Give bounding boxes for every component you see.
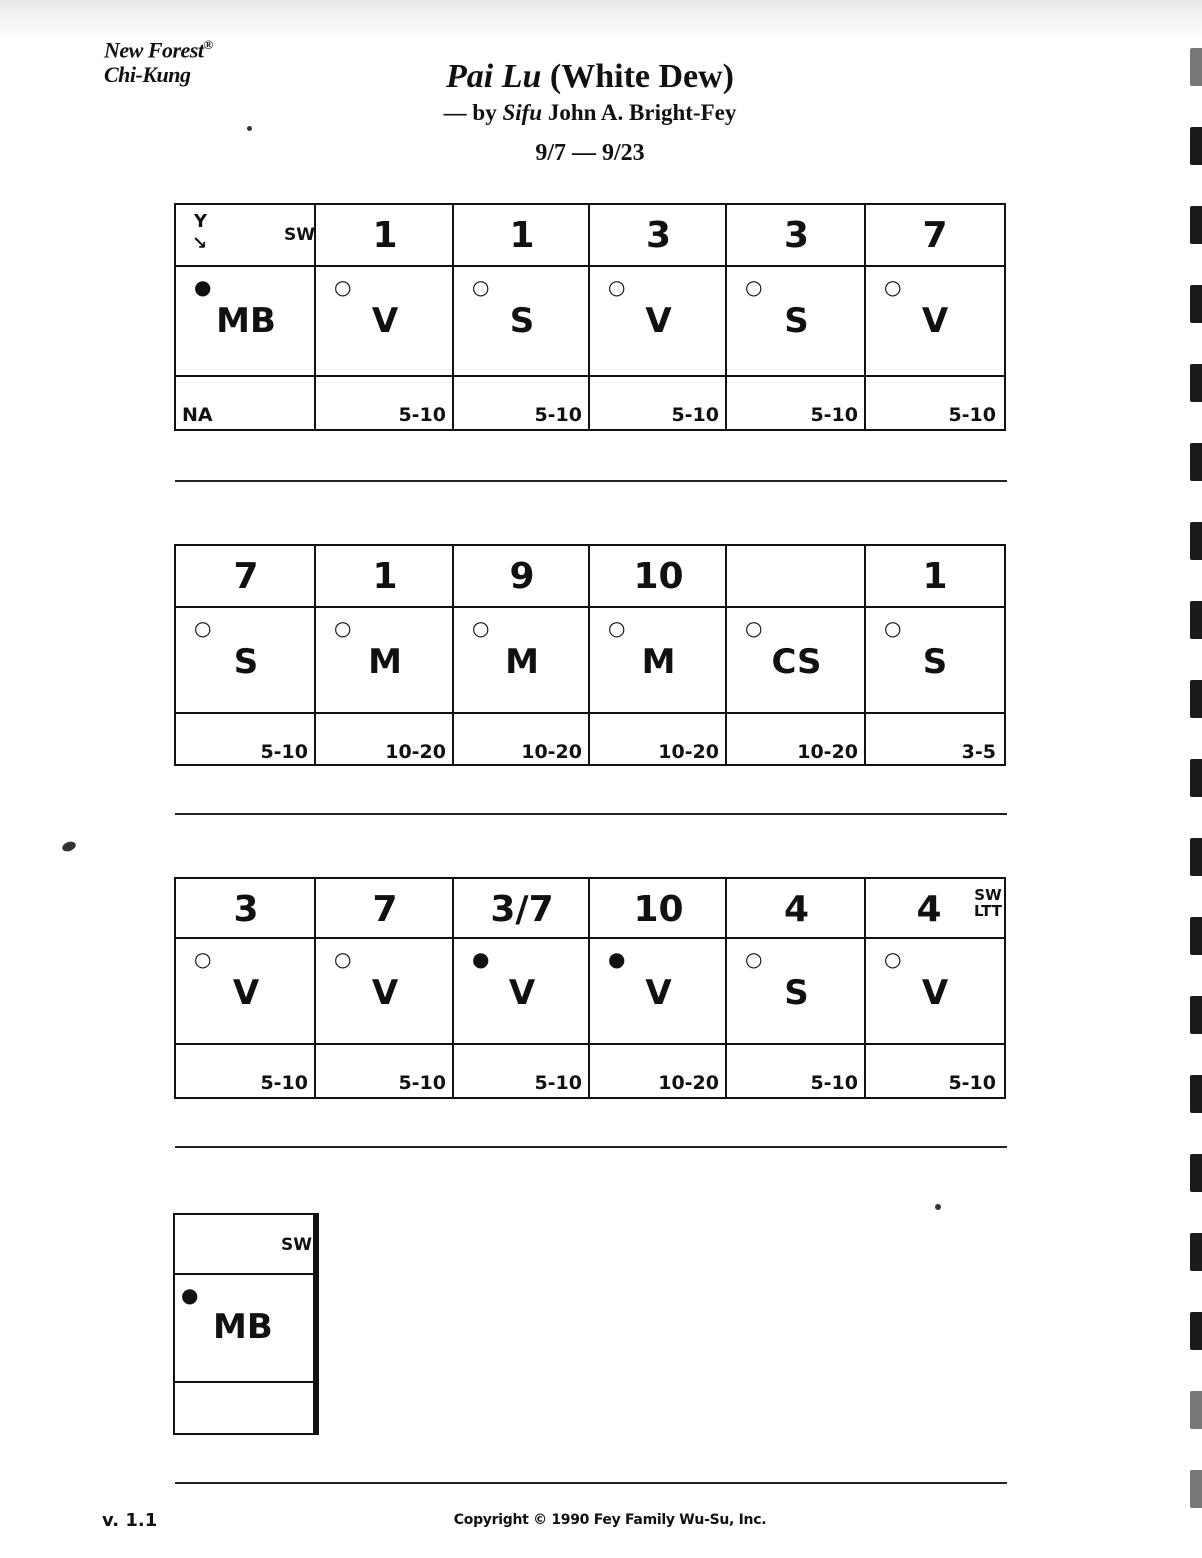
notes-line-1 (175, 480, 1007, 482)
move-cell (727, 939, 866, 1045)
binder-ring-icon (1190, 1470, 1202, 1508)
move-cell (590, 608, 727, 714)
step-count: 3 (783, 215, 810, 256)
move-cell (176, 939, 316, 1045)
move-code: MB (216, 301, 276, 341)
move-cell (866, 267, 1004, 377)
move-cell (454, 267, 590, 377)
move-code: S (784, 973, 809, 1013)
brand-line2: Chi-Kung (104, 62, 191, 88)
filled-dot-icon: ● (194, 275, 212, 299)
open-circle-icon: ○ (608, 616, 626, 640)
move-code: V (232, 973, 260, 1013)
binder-rings (1184, 40, 1202, 1540)
binder-ring-icon (1190, 1233, 1202, 1271)
step-count: 1 (372, 215, 398, 256)
binder-ring-icon (1190, 1154, 1202, 1192)
duration-cell: 5-10 (260, 1072, 308, 1094)
open-circle-icon: ○ (884, 616, 902, 640)
duration-cell: 10-20 (658, 741, 719, 763)
registered-mark: ® (203, 37, 213, 52)
duration-cell: 10-20 (385, 741, 446, 763)
duration-cell: 10-20 (658, 1072, 719, 1094)
step-count: 3/7 (490, 889, 554, 930)
move-code: V (645, 973, 672, 1013)
move-cell (866, 939, 1004, 1045)
move-cell (316, 939, 454, 1045)
sw-label: SW (284, 225, 315, 245)
move-code: CS (771, 642, 822, 682)
step-count: 1 (372, 556, 398, 597)
binder-ring-icon (1190, 48, 1202, 86)
binder-ring-icon (1190, 1075, 1202, 1113)
step-count: 1 (509, 215, 535, 256)
move-code: M (368, 642, 402, 682)
move-cell (176, 267, 316, 377)
duration-cell: 10-20 (797, 741, 858, 763)
binder-ring-icon (1190, 206, 1202, 244)
move-code: V (921, 973, 949, 1013)
open-circle-icon: ○ (334, 947, 352, 971)
duration-cell: 5-10 (671, 404, 719, 426)
move-cell (176, 608, 316, 714)
open-circle-icon: ○ (745, 616, 763, 640)
duration-cell: 5-10 (398, 404, 446, 426)
move-code: S (233, 642, 259, 682)
duration-cell: 5-10 (810, 1072, 858, 1094)
ltt-label: LTT (974, 902, 1002, 920)
sequence-grid-3 (174, 877, 1006, 1099)
step-count (727, 546, 866, 608)
binder-ring-icon (1190, 127, 1202, 165)
open-circle-icon: ○ (194, 947, 212, 971)
step-count: 4 (783, 889, 810, 930)
sw-label: SW (974, 886, 1002, 904)
step-count: 7 (372, 889, 398, 930)
binder-ring-icon (1190, 838, 1202, 876)
move-code: M (505, 642, 539, 682)
open-circle-icon: ○ (194, 616, 212, 640)
sequence-grid-1 (174, 203, 1006, 431)
move-code: V (371, 973, 399, 1013)
duration-cell: 5-10 (948, 1072, 996, 1094)
move-code: V (508, 973, 536, 1013)
step-count: 9 (509, 556, 535, 597)
move-code: V (921, 301, 949, 341)
move-code: V (371, 301, 399, 341)
direction-y-label: Y (194, 211, 208, 232)
binder-ring-icon (1190, 364, 1202, 402)
move-cell (454, 939, 590, 1045)
duration-cell: 3-5 (961, 741, 996, 763)
brand-line1: New Forest (104, 37, 204, 63)
move-cell (454, 608, 590, 714)
move-cell (590, 267, 727, 377)
open-circle-icon: ○ (745, 947, 763, 971)
binder-ring-icon (1190, 443, 1202, 481)
sw-ltt-label (974, 887, 1002, 919)
final-mark: ● (181, 1283, 199, 1307)
byline-name: John A. Bright-Fey (542, 100, 737, 125)
move-cell (316, 267, 454, 377)
duration-cell: 5-10 (948, 404, 996, 426)
move-code: M (641, 642, 676, 682)
binder-ring-icon (1190, 522, 1202, 560)
notes-line-3 (175, 1146, 1007, 1148)
binder-ring-icon (1190, 996, 1202, 1034)
scan-speck (247, 126, 252, 131)
date-range: 9/7 — 9/23 (535, 140, 645, 166)
filled-dot-icon: ● (472, 947, 490, 971)
byline-title: Sifu (502, 100, 543, 125)
step-count: 7 (233, 556, 259, 597)
duration-cell: 5-10 (534, 404, 582, 426)
move-cell (727, 267, 866, 377)
scan-speck (935, 1204, 941, 1210)
step-count: 7 (922, 215, 948, 256)
binder-ring-icon (1190, 680, 1202, 718)
binder-ring-icon (1190, 285, 1202, 323)
copyright-notice: Copyright © 1990 Fey Family Wu-Su, Inc. (453, 1512, 767, 1528)
open-circle-icon: ○ (334, 275, 352, 299)
step-count: 10 (633, 556, 684, 597)
step-count: 4 (916, 889, 942, 930)
duration-cell: 10-20 (521, 741, 582, 763)
binder-ring-icon (1190, 1391, 1202, 1429)
binder-ring-icon (1190, 601, 1202, 639)
author-byline (390, 100, 790, 126)
open-circle-icon: ○ (884, 947, 902, 971)
sequence-grid-2 (174, 544, 1006, 766)
brand-logo (104, 32, 213, 87)
byline-prefix: — by (443, 100, 503, 125)
version-label: v. 1.1 (102, 1510, 158, 1531)
page-title (390, 58, 790, 96)
step-count: 1 (922, 556, 948, 597)
duration-cell: 5-10 (398, 1072, 446, 1094)
title-rest: (White Dew) (541, 58, 735, 95)
move-cell (316, 608, 454, 714)
move-code: S (509, 301, 535, 341)
move-cell (866, 608, 1004, 714)
open-circle-icon: ○ (472, 616, 490, 640)
duration-cell: NA (182, 404, 213, 426)
move-code: S (784, 301, 809, 341)
final-box-divider (175, 1273, 313, 1275)
move-cell (590, 939, 727, 1045)
open-circle-icon: ○ (745, 275, 763, 299)
binder-ring-icon (1190, 917, 1202, 955)
notes-line-4 (175, 1482, 1007, 1484)
step-count: 3 (645, 215, 672, 256)
title-italic: Pai Lu (445, 58, 542, 95)
duration-cell: 5-10 (810, 404, 858, 426)
arrow-down-right-icon: ↘ (192, 233, 208, 254)
final-sw-label: SW (281, 1235, 312, 1255)
move-cell (727, 608, 866, 714)
binder-ring-icon (1190, 759, 1202, 797)
step-count: 3 (233, 889, 259, 930)
open-circle-icon: ○ (334, 616, 352, 640)
step-count: 10 (633, 889, 684, 930)
duration-cell: 5-10 (260, 741, 308, 763)
notes-line-2 (175, 813, 1007, 815)
open-circle-icon: ○ (884, 275, 902, 299)
move-code: S (922, 642, 948, 682)
scan-speck (61, 840, 77, 853)
move-code: V (645, 301, 672, 341)
duration-cell: 5-10 (534, 1072, 582, 1094)
final-move: MB (213, 1307, 273, 1347)
open-circle-icon: ○ (608, 275, 626, 299)
binder-ring-icon (1190, 1312, 1202, 1350)
open-circle-icon: ○ (472, 275, 490, 299)
final-posture-box (173, 1213, 319, 1435)
final-box-divider (175, 1381, 313, 1383)
filled-dot-icon: ● (608, 947, 626, 971)
